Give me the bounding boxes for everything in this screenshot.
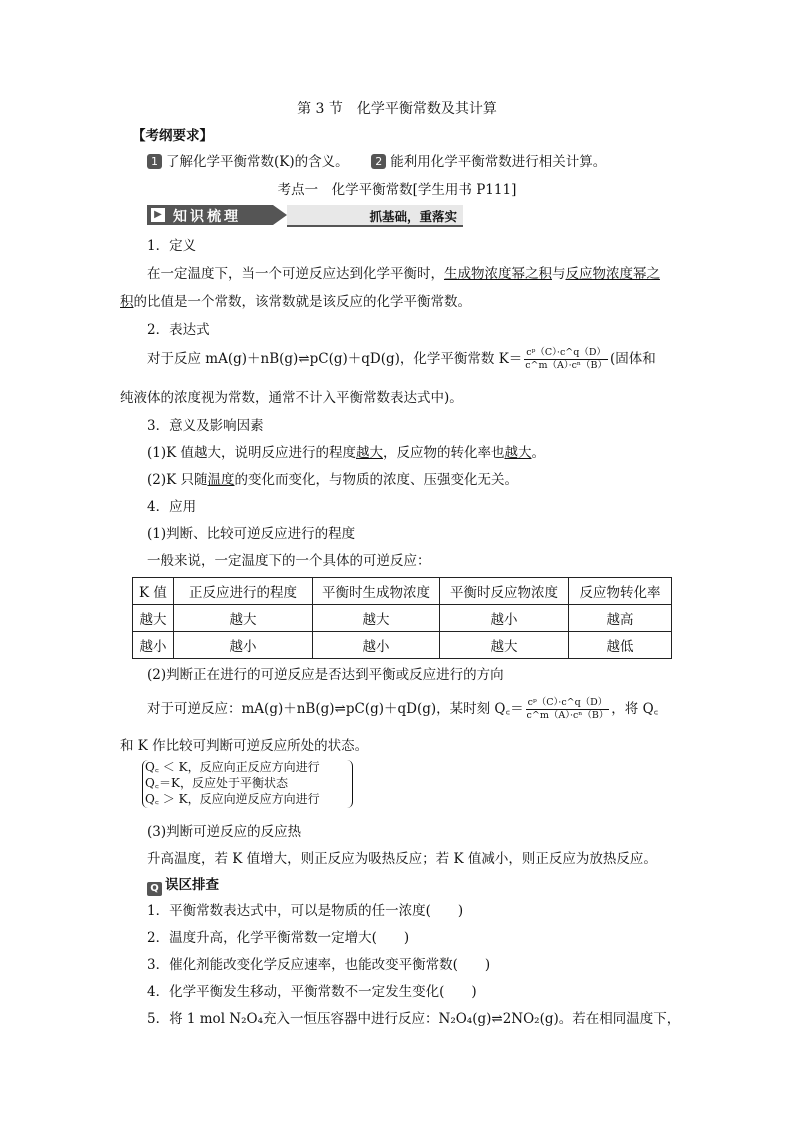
- k-fraction: [524, 347, 608, 372]
- syllabus-item-2: 能利用化学平衡常数进行相关计算。: [390, 154, 607, 170]
- syllabus-label: 【考纲要求】: [132, 128, 213, 144]
- number-badge-2: 2: [371, 154, 386, 169]
- s2-text-end: (固体和: [609, 351, 656, 367]
- table-cell: 越小: [313, 632, 440, 659]
- table-header: 正反应进行的程度: [174, 578, 313, 605]
- table-cell: 越大: [133, 605, 174, 632]
- s3-text-e: 的变化而变化，与物质的浓度、压强变化无关。: [234, 472, 518, 488]
- s1-line2: [120, 290, 471, 310]
- q-numerator: cᵖ（C）·c^q（D）: [527, 697, 608, 708]
- syllabus-line: [147, 150, 606, 170]
- s3-underline-2: 越大: [504, 445, 532, 461]
- errors-label: 误区排查: [165, 877, 219, 893]
- s3-line1: [147, 441, 545, 461]
- page-title: 第 3 节 化学平衡常数及其计算: [297, 101, 497, 117]
- s3-heading: 3．意义及影响因素: [147, 418, 264, 434]
- table-cell: 越小: [174, 632, 313, 659]
- s4-sub3: (3)判断可逆反应的反应热: [147, 824, 302, 840]
- q-line: [147, 694, 658, 724]
- q-fraction: [526, 697, 610, 722]
- q-denominator: c^m（A）·cⁿ（B）: [526, 710, 609, 721]
- s3-underline-3: 温度: [207, 472, 235, 488]
- table-header-row: [133, 578, 672, 605]
- q-case: Q꜀ ＞ K，反应向逆反应方向进行: [145, 792, 320, 806]
- section-heading: 考点一 化学平衡常数[学生用书 P111]: [277, 182, 517, 198]
- s1-underline-1: 生成物浓度幂之积: [444, 266, 552, 282]
- s4-heat: 升高温度，若 K 值增大，则正反应为吸热反应；若 K 值减小，则正反应为放热反应。: [147, 851, 657, 867]
- table-row: [133, 605, 672, 632]
- table-cell: 越小: [133, 632, 174, 659]
- table-cell: 越大: [174, 605, 313, 632]
- play-icon: ▶: [151, 208, 165, 222]
- s1-text: 在一定温度下，当一个可逆反应达到化学平衡时，: [147, 266, 444, 282]
- s4-sub2: (2)判断正在进行的可逆反应是否达到平衡或反应进行的方向: [147, 667, 504, 683]
- s2-text: 对于反应 mA(g)＋nB(g)⇌pC(g)＋qD(g)，化学平衡常数 K＝: [147, 351, 523, 367]
- s3-text-c: 。: [531, 445, 545, 461]
- table-row: [133, 632, 672, 659]
- q-text-end: ，将 Q꜀: [611, 701, 659, 717]
- table-cell: 越大: [313, 605, 440, 632]
- q-line2: 和 K 作比较可判断可逆反应所处的状态。: [120, 738, 369, 754]
- errors-heading: [147, 873, 219, 896]
- error-item: 4．化学平衡发生移动，平衡常数不一定发生变化( ): [147, 984, 477, 1000]
- s2-heading: 2．表达式: [147, 322, 210, 338]
- table-header: K 值: [133, 578, 174, 605]
- error-item: 2．温度升高，化学平衡常数一定增大( ): [147, 930, 410, 946]
- table-cell: 越高: [569, 605, 672, 632]
- q-case: Q꜀＝K，反应处于平衡状态: [145, 776, 288, 790]
- s3-text-b: ，反应物的转化率也: [383, 445, 505, 461]
- table-header: 反应物转化率: [569, 578, 672, 605]
- q-text: 对于可逆反应：mA(g)＋nB(g)⇌pC(g)＋qD(g)，某时刻 Q꜀＝: [147, 701, 524, 717]
- banner-subtitle: 抓基础，重落实: [369, 209, 457, 224]
- s1-text-end: 的比值是一个常数，该常数就是该反应的化学平衡常数。: [133, 294, 471, 310]
- knowledge-banner: [147, 205, 463, 225]
- table-cell: 越大: [440, 632, 569, 659]
- q-case: Q꜀ ＜ K，反应向正反应方向进行: [145, 760, 320, 774]
- s1-text-mid: 与: [552, 266, 566, 282]
- syllabus-item-1: 了解化学平衡常数(K)的含义。: [166, 154, 349, 170]
- number-badge-1: 1: [147, 154, 162, 169]
- error-item: 1．平衡常数表达式中，可以是物质的任一浓度( ): [147, 903, 464, 919]
- banner-title: 知识梳理: [173, 209, 241, 225]
- k-denominator: c^m（A）·cⁿ（B）: [525, 360, 608, 371]
- s3-text-a: (1)K 值越大，说明反应进行的程度: [147, 445, 356, 461]
- s1-line1: [147, 262, 660, 282]
- s4-sub1: (1)判断、比较可逆反应进行的程度: [147, 526, 356, 542]
- s3-text-d: (2)K 只随: [147, 472, 208, 488]
- k-numerator: cᵖ（C）·c^q（D）: [526, 347, 606, 358]
- q-cases: [145, 759, 320, 807]
- s1-underline-3: 积: [120, 294, 134, 310]
- s1-underline-2: 反应物浓度幂之: [565, 266, 660, 282]
- error-item: 5．将 1 mol N₂O₄充入一恒压容器中进行反应：N₂O₄(g)⇌2NO₂(g)。若在相同温度下，: [147, 1011, 681, 1027]
- s2-line2: 纯液体的浓度视为常数，通常不计入平衡常数表达式中)。: [120, 390, 463, 406]
- table-header: 平衡时反应物浓度: [440, 578, 569, 605]
- s1-heading: 1．定义: [147, 238, 197, 254]
- table-header: 平衡时生成物浓度: [313, 578, 440, 605]
- s4-intro: 一般来说，一定温度下的一个具体的可逆反应：: [147, 553, 431, 569]
- s4-heading: 4．应用: [147, 499, 197, 515]
- s3-line2: [147, 468, 518, 488]
- right-brace: [346, 760, 353, 808]
- k-table: [132, 577, 672, 659]
- table-cell: 越低: [569, 632, 672, 659]
- s3-underline-1: 越大: [356, 445, 383, 461]
- table-cell: 越小: [440, 605, 569, 632]
- magnifier-icon: Q: [147, 882, 162, 896]
- s2-line1: [147, 344, 656, 374]
- error-item: 3．催化剂能改变化学反应速率，也能改变平衡常数( ): [147, 957, 491, 973]
